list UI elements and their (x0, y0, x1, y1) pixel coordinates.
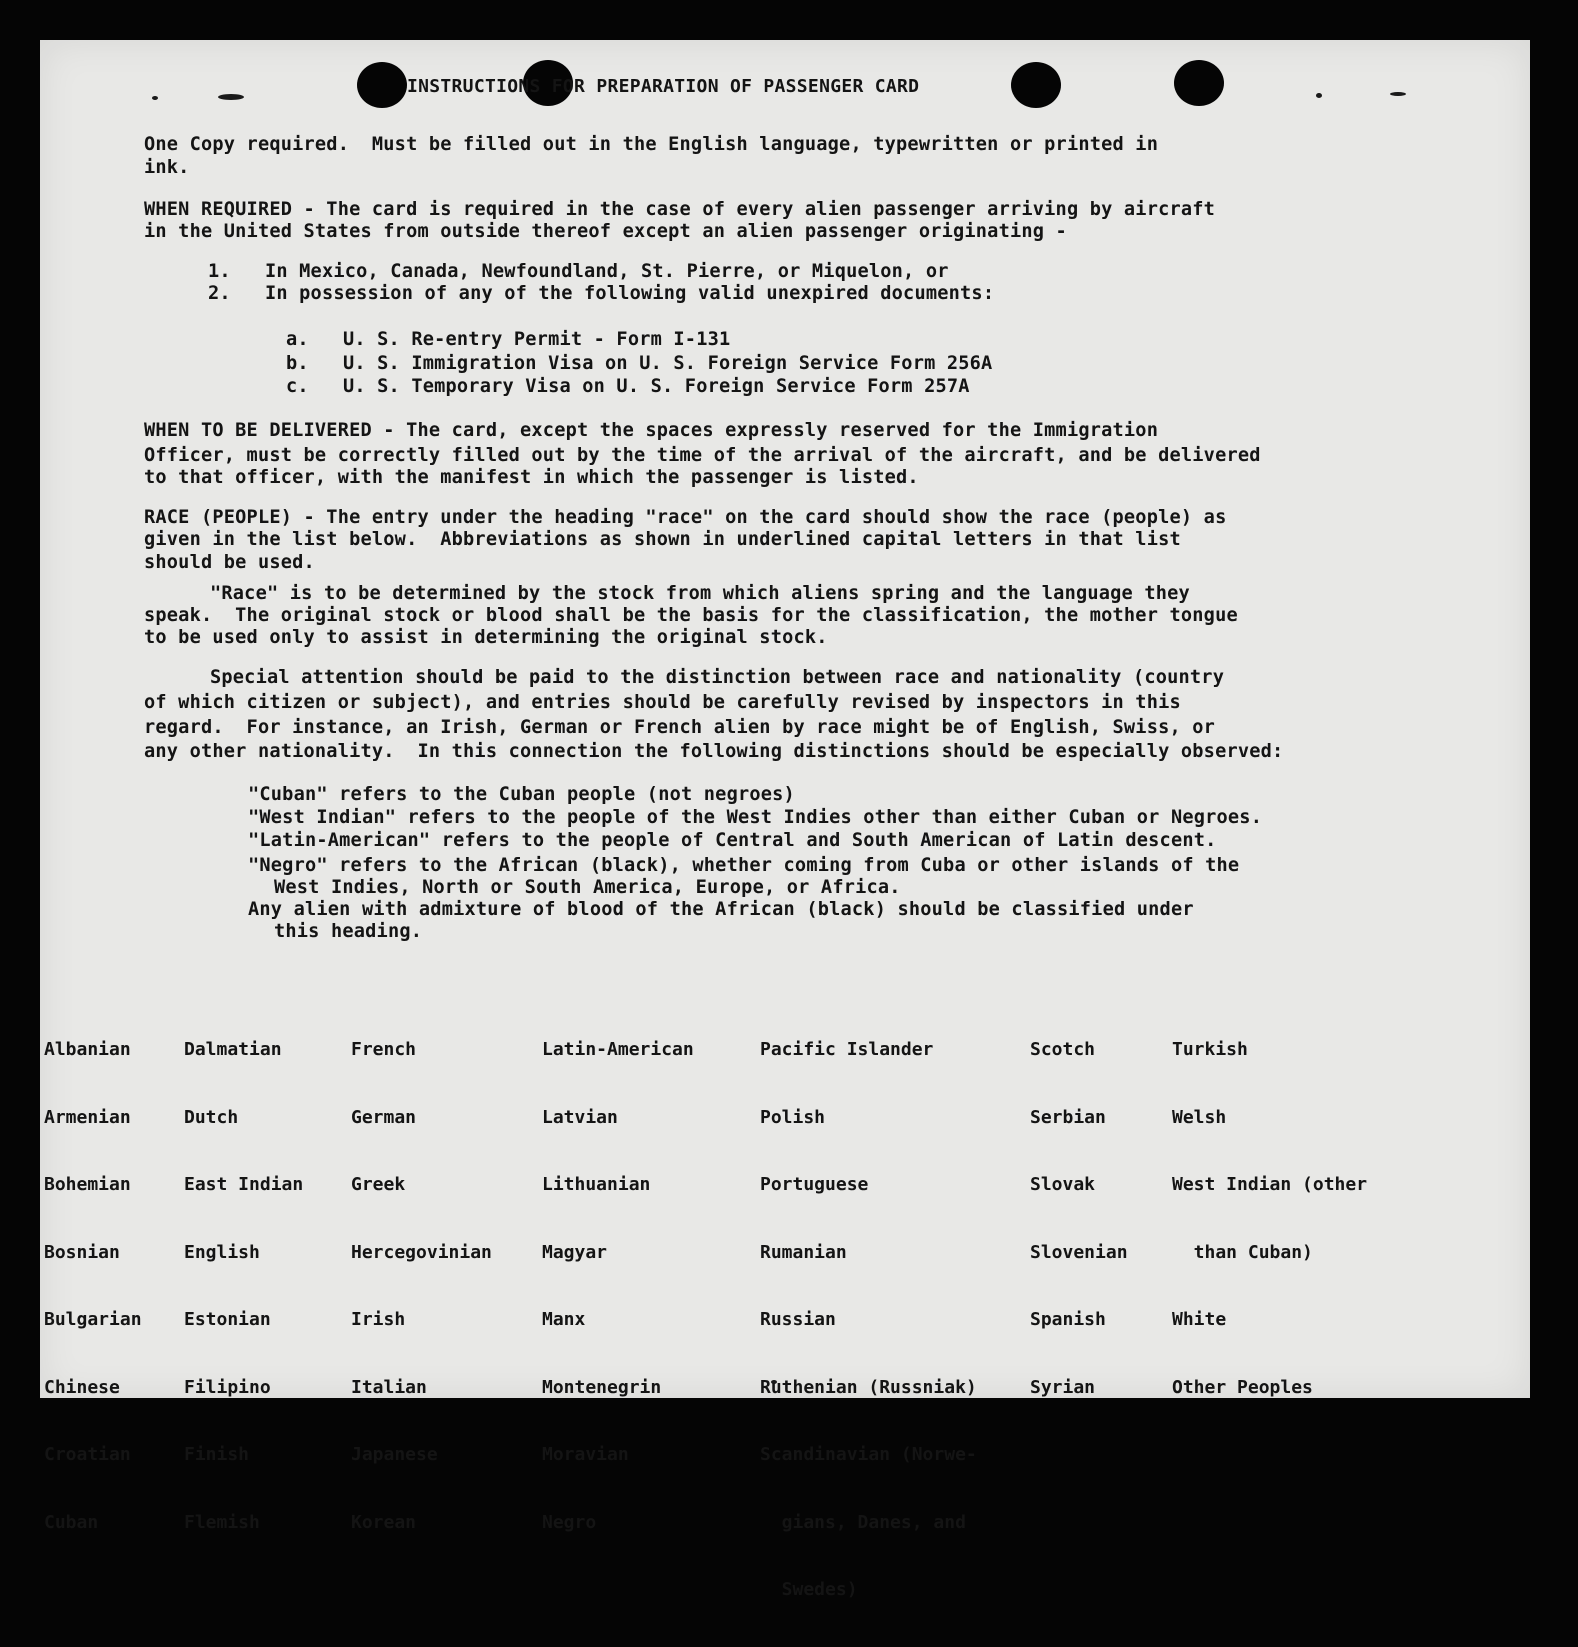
race-entry: West Indian (other (1172, 1174, 1368, 1195)
race-entry: Latvian (542, 1106, 618, 1128)
ink-speck (218, 94, 244, 100)
race-entry: East Indian (184, 1174, 304, 1195)
race-entry: Turkish (1172, 1039, 1248, 1060)
race-line-3: should be used. (144, 552, 315, 573)
race-entry: than Cuban) (1172, 1241, 1313, 1263)
list-item-c: c. U. S. Temporary Visa on U. S. Foreign Service Form 257A (286, 376, 970, 397)
race-entry: Latin-American (542, 1039, 694, 1060)
stock-line-3: to be used only to assist in determining the original stock. (144, 627, 828, 648)
definition-negro-1: "Negro" refers to the African (black), whether coming from Cuba or other islands of the (248, 855, 1240, 876)
race-entry: Filipino (184, 1376, 271, 1398)
race-entry: Other Peoples (1172, 1376, 1313, 1398)
stock-line-1: "Race" is to be determined by the stock from which aliens spring and the language they (210, 583, 1190, 604)
race-entry: Italian (351, 1376, 427, 1398)
race-entry: Rumanian (760, 1241, 847, 1263)
delivered-line-3: to that officer, with the manifest in which the passenger is listed. (144, 467, 919, 488)
race-entry: Bohemian (44, 1174, 131, 1195)
special-line-2: of which citizen or subject), and entries should be carefully revised by inspectors in this (144, 692, 1181, 713)
delivered-line-1: WHEN TO BE DELIVERED - The card, except the spaces expressly reserved for the Immigration (144, 420, 1159, 441)
punch-hole (1174, 60, 1224, 106)
race-entry: Dutch (184, 1106, 239, 1128)
race-entry: Negro (542, 1511, 597, 1533)
punch-hole (1011, 62, 1061, 108)
definition-latin-american: "Latin-American" refers to the people of Central and South American of Latin descent. (248, 830, 1217, 851)
race-entry: Syrian (1030, 1376, 1096, 1398)
special-line-3: regard. For instance, an Irish, German or French alien by race might be of English, Swiss, or (144, 717, 1216, 738)
document-page (40, 40, 1530, 1600)
race-entry: Korean (351, 1511, 417, 1533)
race-entry: Albanian (44, 1039, 131, 1060)
race-entry: Armenian (44, 1106, 131, 1128)
race-entry: Portuguese (760, 1174, 869, 1195)
race-entry: English (184, 1241, 260, 1263)
race-list-column-6 (1030, 994, 1128, 1444)
race-list-column-2 (184, 994, 303, 1579)
punch-hole (357, 62, 407, 108)
race-entry: Hercegovinian (351, 1241, 492, 1263)
ink-speck (152, 96, 158, 100)
race-entry: German (351, 1106, 417, 1128)
race-entry: Finish (184, 1444, 250, 1465)
race-entry: Moravian (542, 1444, 629, 1465)
race-entry: Irish (351, 1309, 406, 1330)
page-title: INSTRUCTIONS FOR PREPARATION OF PASSENGER CARD (407, 76, 920, 97)
when-required-line-2: in the United States from outside thereof except an alien passenger originating - (144, 221, 1067, 242)
race-entry: Chinese (44, 1376, 120, 1398)
definition-west-indian: "West Indian" refers to the people of the West Indies other than either Cuban or Negroes. (248, 807, 1263, 828)
definition-admixture-2: this heading. (274, 921, 423, 942)
race-entry: Polish (760, 1106, 826, 1128)
list-item-2: 2. In possession of any of the following valid unexpired documents: (208, 283, 995, 304)
race-entry: Bulgarian (44, 1309, 142, 1330)
race-entry: Bosnian (44, 1241, 120, 1263)
definition-negro-2: West Indies, North or South America, Europe, or Africa. (274, 877, 901, 898)
special-line-1: Special attention should be paid to the distinction between race and nationality (country (210, 667, 1225, 688)
race-entry: Scandinavian (Norwe- (760, 1444, 977, 1465)
race-entry: Flemish (184, 1511, 260, 1533)
race-entry: Manx (542, 1309, 586, 1330)
race-entry: Scotch (1030, 1039, 1096, 1060)
list-item-a: a. U. S. Re-entry Permit - Form I-131 (286, 329, 731, 350)
race-list-column-1 (44, 994, 142, 1579)
race-line-1: RACE (PEOPLE) - The entry under the heading "race" on the card should show the race (people) as (144, 507, 1227, 528)
race-entry: Ruthenian (Russniak) (760, 1376, 977, 1398)
race-entry: Croatian (44, 1444, 131, 1465)
race-list-column-4 (542, 994, 694, 1579)
definition-admixture-1: Any alien with admixture of blood of the African (black) should be classified under (248, 899, 1194, 920)
list-item-1: 1. In Mexico, Canada, Newfoundland, St. Pierre, or Miquelon, or (208, 261, 949, 282)
race-entry: gians, Danes, and (760, 1511, 966, 1533)
race-entry: Slovenian (1030, 1241, 1128, 1263)
race-entry: Welsh (1172, 1106, 1227, 1128)
race-entry: Japanese (351, 1444, 438, 1465)
special-line-4: any other nationality. In this connection the following distinctions should be especially observed: (144, 741, 1284, 762)
ink-speck (1316, 93, 1322, 98)
race-entry: Dalmatian (184, 1039, 282, 1060)
copy-line-2: ink. (144, 157, 190, 178)
race-entry: Swedes) (760, 1579, 858, 1600)
race-list-column-5 (760, 994, 977, 1647)
definition-cuban: "Cuban" refers to the Cuban people (not negroes) (248, 784, 795, 805)
list-item-b: b. U. S. Immigration Visa on U. S. Foreign Service Form 256A (286, 353, 993, 374)
stock-line-2: speak. The original stock or blood shall be the basis for the classification, the mother tongue (144, 605, 1238, 626)
race-entry: Greek (351, 1174, 406, 1195)
race-entry: Lithuanian (542, 1174, 651, 1195)
race-entry: Cuban (44, 1511, 99, 1533)
race-entry: Montenegrin (542, 1376, 662, 1398)
race-entry: Magyar (542, 1241, 608, 1263)
race-entry: Slovak (1030, 1174, 1096, 1195)
race-entry: Russian (760, 1309, 836, 1330)
race-entry: Serbian (1030, 1106, 1106, 1128)
race-entry: Estonian (184, 1309, 271, 1330)
race-list-column-7 (1172, 994, 1367, 1444)
race-entry: French (351, 1039, 417, 1060)
when-required-line-1: WHEN REQUIRED - The card is required in the case of every alien passenger arriving by aircraft (144, 199, 1216, 220)
copy-line-1: One Copy required. Must be filled out in the English language, typewritten or printed in (144, 134, 1159, 155)
delivered-line-2: Officer, must be correctly filled out by the time of the arrival of the aircraft, and be delivered (144, 445, 1261, 466)
race-list-column-3 (351, 994, 492, 1579)
race-entry: White (1172, 1309, 1227, 1330)
race-line-2: given in the list below. Abbreviations as shown in underlined capital letters in that list (144, 529, 1181, 550)
race-entry: Pacific Islander (760, 1039, 934, 1060)
ink-speck (1390, 92, 1406, 96)
race-entry: Spanish (1030, 1309, 1106, 1330)
